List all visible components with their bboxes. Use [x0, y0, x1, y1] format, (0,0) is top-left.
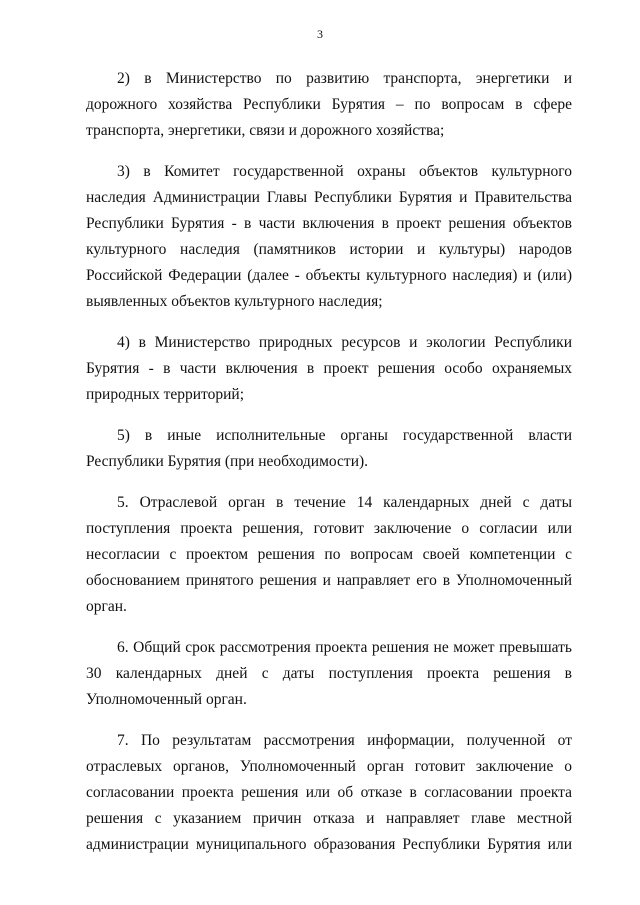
paragraph-sectoral-body-conclusion: 5. Отраслевой орган в течение 14 календарных дней с даты поступления проекта решения, готовит заключение о согласии или несогласии с проектом решения по вопросам своей компетенции с обоснованием принятого решения и направляет его в Уполномоченный орган.: [86, 494, 572, 615]
paragraph-review-period: 6. Общий срок рассмотрения проекта решения не может превышать 30 календарных дней с даты поступления проекта решения в Уполномоченный орган.: [86, 639, 572, 708]
document-body: [86, 66, 572, 873]
paragraph-review-results: 7. По результатам рассмотрения информации, полученной от отраслевых органов, Уполномоченный орган готовит заключение о согласовании проекта решения или об отказе в согласовании проекта решения с указанием причин отказа и направляет главе местной администрации муниципального образования Республики Бурятия или: [86, 732, 572, 853]
paragraph-natural-resources-ministry: 4) в Министерство природных ресурсов и экологии Республики Бурятия - в части включения в проект решения особо охраняемых природных территорий;: [86, 334, 572, 403]
paragraph-cultural-heritage-committee: 3) в Комитет государственной охраны объектов культурного наследия Администрации Главы Республики Бурятия и Правительства Республики Бурятия - в части включения в проект решения объектов культурного наследия (памятников истории и культуры) народов Российской Федерации (далее - объекты культурного наследия) и (или) выявленных объектов культурного наследия;: [86, 163, 572, 310]
paragraph-other-executive-bodies: 5) в иные исполнительные органы государственной власти Республики Бурятия (при необходимости).: [86, 427, 572, 470]
paragraph-transport-ministry: 2) в Министерство по развитию транспорта, энергетики и дорожного хозяйства Республики Бурятия – по вопросам в сфере транспорта, энергетики, связи и дорожного хозяйства;: [86, 70, 572, 139]
page-number: 3: [317, 27, 323, 41]
